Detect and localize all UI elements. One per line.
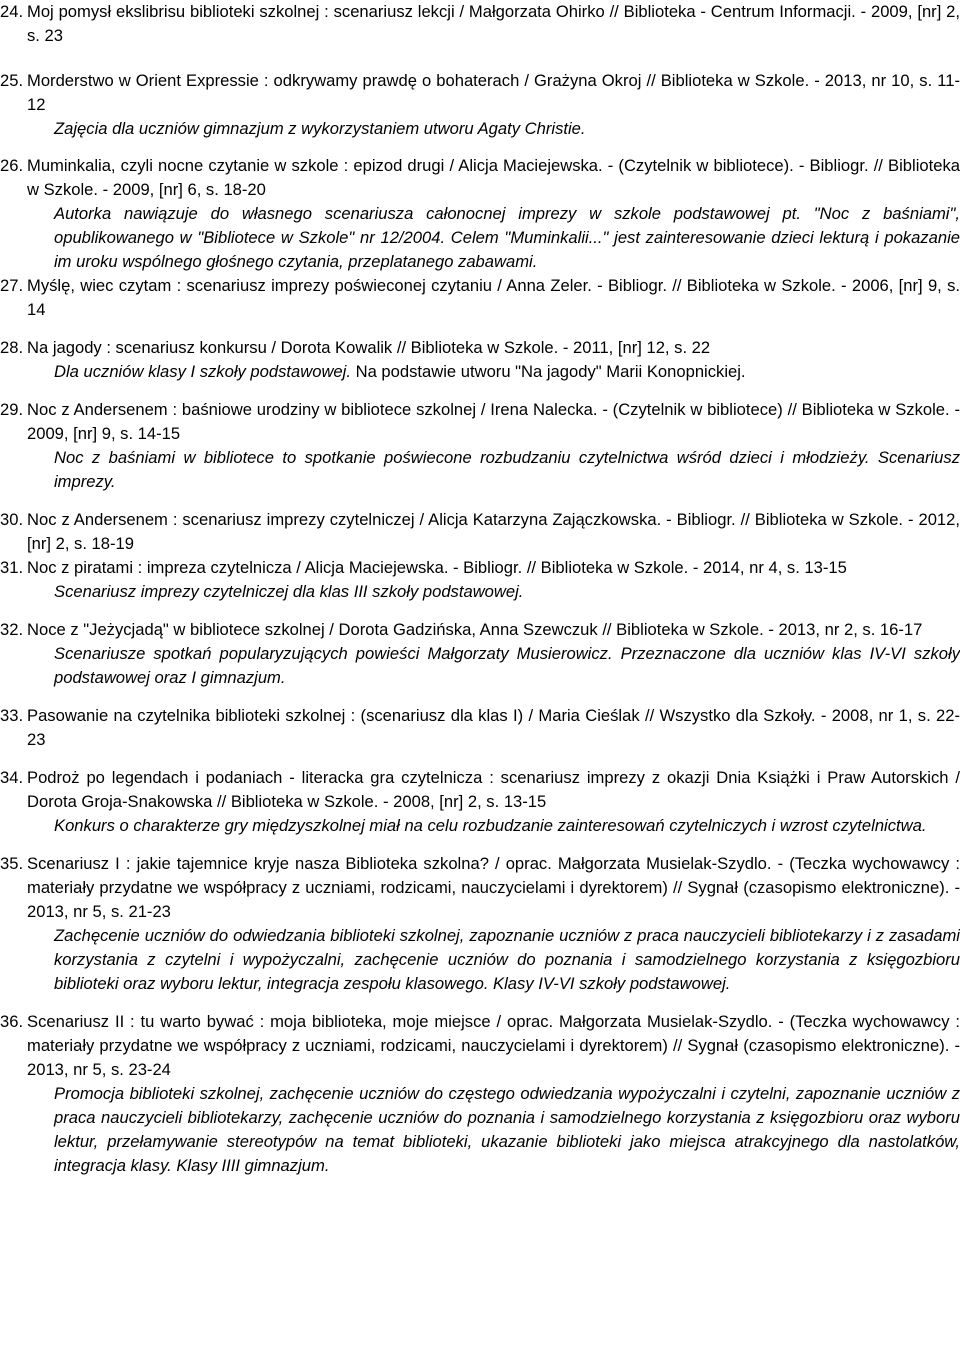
spacer (0, 48, 960, 69)
entry-citation: Noc z Andersenem : baśniowe urodziny w bibliotece szkolnej / Irena Nalecka. - (Czytelnik w bibliotece) // Biblioteka w Szkole. - 2009, [nr] 9, s. 14-15 (27, 400, 960, 443)
entry-number: 36. (0, 1012, 24, 1031)
entry-number: 24. (0, 2, 24, 21)
entry-citation: Moj pomysł ekslibrisu biblioteki szkolnej : scenariusz lekcji / Małgorzata Ohirko // Biblioteka - Centrum Informacji. - 2009, [nr] 2, s. 23 (27, 2, 960, 45)
spacer (0, 322, 960, 336)
spacer (0, 752, 960, 766)
entry-annotation: Scenariusze spotkań popularyzujących powieści Małgorzaty Musierowicz. Przeznaczone dla uczniów klas IV-VI szkoły podstawowej oraz I gimnazjum. (54, 644, 960, 687)
entry-annotation: Scenariusz imprezy czytelniczej dla klas III szkoły podstawowej. (54, 582, 524, 601)
bibliography-entry (0, 852, 960, 996)
entry-citation: Pasowanie na czytelnika biblioteki szkolnej : (scenariusz dla klas I) / Maria Cieślak // Wszystko dla Szkoły. - 2008, nr 1, s. 22-23 (27, 706, 960, 749)
entry-citation: Podroż po legendach i podaniach - literacka gra czytelnicza : scenariusz imprezy z okazji Dnia Książki i Praw Autorskich / Dorota Groja-Snakowska // Biblioteka w Szkole. - 2008, [nr] 2, s. 13-15 (27, 768, 960, 811)
entry-number: 31. (0, 558, 24, 577)
entry-citation: Na jagody : scenariusz konkursu / Dorota Kowalik // Biblioteka w Szkole. - 2011, [nr] 12, s. 22 (27, 338, 711, 357)
entry-annotation: Autorka nawiązuje do własnego scenariusza całonocnej imprezy w szkole podstawowej pt. "Noc z baśniami", opublikowanego w "Bibliotece w Szkole" nr 12/2004. Celem "Muminkalii..." jest zainteresowanie dzieci lekturą i pokazanie im uroku wspólnego głośnego czytania, przeplatanego zabawami. (54, 204, 960, 271)
entry-citation: Noc z piratami : impreza czytelnicza / Alicja Maciejewska. - Bibliogr. // Biblioteka w Szkole. - 2014, nr 4, s. 13-15 (27, 558, 847, 577)
entry-number: 35. (0, 854, 24, 873)
entry-citation: Myślę, wiec czytam : scenariusz imprezy poświeconej czytaniu / Anna Zeler. - Bibliogr. // Biblioteka w Szkole. - 2006, [nr] 9, s. 14 (27, 276, 960, 319)
spacer (0, 604, 960, 618)
entry-number: 34. (0, 768, 24, 787)
entry-number: 27. (0, 276, 24, 295)
bibliography-entry (0, 154, 960, 274)
entry-number: 28. (0, 338, 24, 357)
bibliography-entry (0, 69, 960, 141)
entry-annotation: Zajęcia dla uczniów gimnazjum z wykorzystaniem utworu Agaty Christie. (54, 119, 586, 138)
annotation-upright-part: Na podstawie utworu "Na jagody" Marii Konopnickiej. (355, 362, 746, 381)
bibliography-entry (0, 398, 960, 494)
entry-citation: Noce z "Jeżycjadą" w bibliotece szkolnej / Dorota Gadzińska, Anna Szewczuk // Biblioteka w Szkole. - 2013, nr 2, s. 16-17 (27, 620, 923, 639)
bibliography-entry (0, 1010, 960, 1178)
spacer (0, 494, 960, 508)
spacer (0, 996, 960, 1010)
entry-annotation: Promocja biblioteki szkolnej, zachęcenie uczniów do częstego odwiedzania wypożyczalni i czytelni, zapoznanie uczniów z praca nauczycieli bibliotekarzy, zachęcenie uczniów do poznania i samodzielnego korzystania z księgozbioru oraz wyboru lektur, przełamywanie stereotypów na temat biblioteki, ukazanie biblioteki jako miejsca atrakcyjnego dla nastolatków, integracja klasy. Klasy IIII gimnazjum. (54, 1084, 960, 1175)
entry-number: 30. (0, 510, 24, 529)
entry-citation: Morderstwo w Orient Expressie : odkrywamy prawdę o bohaterach / Grażyna Okroj // Biblioteka w Szkole. - 2013, nr 10, s. 11-12 (27, 71, 960, 114)
spacer (0, 838, 960, 852)
bibliography-entry (0, 0, 960, 48)
entry-citation: Scenariusz I : jakie tajemnice kryje nasza Biblioteka szkolna? / oprac. Małgorzata Musielak-Szydlo. - (Teczka wychowawcy : materiały przydatne we współpracy z uczniami, rodzicami, nauczycielami i dyrektorem) // Sygnał (czasopismo elektroniczne). - 2013, nr 5, s. 21-23 (27, 854, 960, 921)
annotation-italic-part: Dla uczniów klasy I szkoły podstawowej. (54, 362, 351, 381)
bibliography-entry (0, 508, 960, 556)
bibliography-entry (0, 704, 960, 752)
entry-annotation: Zachęcenie uczniów do odwiedzania biblioteki szkolnej, zapoznanie uczniów z praca nauczycieli bibliotekarzy i z zasadami korzystania z czytelni i wypożyczalni, zachęcenie uczniów do poznania i samodzielnego korzystania z księgozbioru biblioteki oraz wyboru lektur, integracja zespołu klasowego. Klasy IV-VI szkoły podstawowej. (54, 926, 960, 993)
entry-number: 33. (0, 706, 24, 725)
entry-citation: Muminkalia, czyli nocne czytanie w szkole : epizod drugi / Alicja Maciejewska. - (Czytelnik w bibliotece). - Bibliogr. // Biblioteka w Szkole. - 2009, [nr] 6, s. 18-20 (27, 156, 960, 199)
spacer (0, 141, 960, 154)
spacer (0, 384, 960, 398)
entry-number: 25. (0, 71, 24, 90)
entry-annotation (27, 360, 960, 384)
bibliography-entry (0, 618, 960, 690)
entry-number: 26. (0, 156, 24, 175)
entry-citation: Scenariusz II : tu warto bywać : moja biblioteka, moje miejsce / oprac. Małgorzata Musielak-Szydlo. - (Teczka wychowawcy : materiały przydatne we współpracy z uczniami, rodzicami, nauczycielami i dyrektorem) // Sygnał (czasopismo elektroniczne). - 2013, nr 5, s. 23-24 (27, 1012, 960, 1079)
entry-number: 29. (0, 400, 24, 419)
bibliography-entry (0, 766, 960, 838)
entry-number: 32. (0, 620, 24, 639)
bibliography-entry (0, 556, 960, 604)
bibliography-entry (0, 336, 960, 384)
entry-annotation: Noc z baśniami w bibliotece to spotkanie poświecone rozbudzaniu czytelnictwa wśród dzieci i młodzieży. Scenariusz imprezy. (54, 448, 960, 491)
spacer (0, 690, 960, 704)
bibliography-entry (0, 274, 960, 322)
entry-annotation: Konkurs o charakterze gry międzyszkolnej miał na celu rozbudzanie zainteresowań czytelniczych i wzrost czytelnictwa. (54, 816, 927, 835)
entry-citation: Noc z Andersenem : scenariusz imprezy czytelniczej / Alicja Katarzyna Zajączkowska. - Bibliogr. // Biblioteka w Szkole. - 2012, [nr] 2, s. 18-19 (27, 510, 960, 553)
